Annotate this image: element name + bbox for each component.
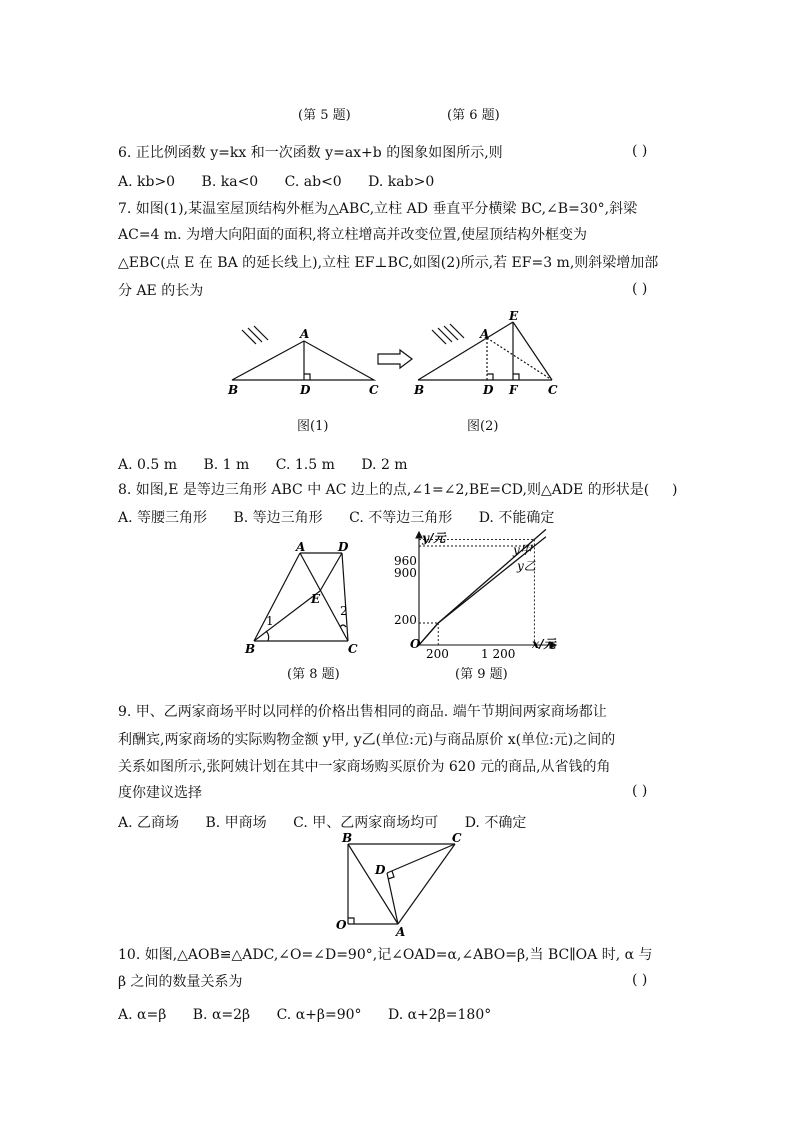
q9-option-a: A. 乙商场 <box>118 815 180 831</box>
q6-answer-paren: ( ) <box>632 143 648 159</box>
q9-y-axis-label: y/元 <box>422 531 446 545</box>
q8-option-c: C. 不等边三角形 <box>349 510 453 526</box>
q8-figure <box>242 540 372 658</box>
q7-answer-paren: ( ) <box>632 281 648 297</box>
q7-figure-2 <box>410 310 590 400</box>
q9-x-tick-1200: 1 200 <box>481 647 516 661</box>
q9-option-b: B. 甲商场 <box>205 815 267 831</box>
q9-option-d: D. 不确定 <box>464 815 527 831</box>
fig2-label-b: B <box>414 383 425 397</box>
q10-options <box>118 1005 513 1025</box>
q8-label-2: 2 <box>340 604 348 618</box>
q7-line-3: △EBC(点 E 在 BA 的延长线上),立柱 EF⊥BC,如图(2)所示,若 EF=3 m,则斜梁增加部 <box>118 255 659 271</box>
q10-answer-paren: ( ) <box>632 972 648 988</box>
q6-text: 6. 正比例函数 y=kx 和一次函数 y=ax+b 的图象如图所示,则 <box>118 145 503 161</box>
q7-line-4: 分 AE 的长为 <box>118 283 204 299</box>
q8-label-b: B <box>245 642 256 656</box>
fig1-label-c: C <box>369 383 379 397</box>
q8-option-d: D. 不能确定 <box>478 510 555 526</box>
q10-label-o: O <box>336 918 347 932</box>
q6-option-d: D. kab>0 <box>368 174 435 190</box>
caption-q9: (第 9 题) <box>455 667 508 682</box>
q8-label-e: E <box>311 592 321 606</box>
q9-origin-label: O <box>410 637 421 651</box>
fig2-label-e: E <box>509 309 519 323</box>
q10-option-d: D. α+2β=180° <box>387 1007 492 1023</box>
q7-option-b: B. 1 m <box>203 457 250 473</box>
q9-series-label-yi: y乙 <box>517 559 536 573</box>
q7-line-2: AC=4 m. 为增大向阳面的面积,将立柱增高并改变位置,使屋顶结构外框变为 <box>118 227 587 243</box>
q7-line-1: 7. 如图(1),某温室屋顶结构外框为△ABC,立柱 AD 垂直平分横梁 BC,∠B=30°,斜梁 <box>118 201 638 217</box>
caption-fig2: 图(2) <box>467 419 499 434</box>
fig1-label-d: D <box>300 383 311 397</box>
q9-y-tick-960: 960 <box>394 554 417 568</box>
fig2-label-d: D <box>483 383 494 397</box>
q10-option-a: A. α=β <box>118 1007 167 1023</box>
q10-figure <box>330 832 470 937</box>
q6-option-a: A. kb>0 <box>118 174 176 190</box>
q10-option-c: C. α+β=90° <box>276 1007 362 1023</box>
q10-label-c: C <box>452 831 462 845</box>
q7-option-d: D. 2 m <box>361 457 408 473</box>
q7-option-c: C. 1.5 m <box>275 457 335 473</box>
q8-label-1: 1 <box>266 614 274 628</box>
fig2-label-f: F <box>509 383 518 397</box>
q6-option-c: C. ab<0 <box>284 174 342 190</box>
q10-label-b: B <box>342 831 353 845</box>
q9-x-axis-label: x/元 <box>532 637 556 651</box>
q9-y-tick-900: 900 <box>394 566 417 580</box>
q8-label-a: A <box>296 540 306 554</box>
q6-option-b: B. ka<0 <box>201 174 259 190</box>
q10-option-b: B. α=2β <box>192 1007 251 1023</box>
fig1-label-a: A <box>300 327 310 341</box>
q8-label-c: C <box>348 642 358 656</box>
q8-option-a: A. 等腰三角形 <box>118 510 208 526</box>
q10-label-d: D <box>375 863 386 877</box>
q8-option-b: B. 等边三角形 <box>233 510 323 526</box>
q8-close-paren: ) <box>672 482 678 498</box>
q9-answer-paren: ( ) <box>632 783 648 799</box>
q9-chart <box>392 530 562 661</box>
caption-fig1: 图(1) <box>297 419 329 434</box>
q9-line-3: 关系如图所示,张阿姨计划在其中一家商场购买原价为 620 元的商品,从省钱的角 <box>118 759 611 775</box>
q10-line-1: 10. 如图,△AOB≌△ADC,∠O=∠D=90°,记∠OAD=α,∠ABO=β,当 BC∥OA 时, α 与 <box>118 947 653 963</box>
q9-line-4: 度你建议选择 <box>118 785 202 801</box>
q9-options <box>118 813 548 833</box>
q9-x-tick-200: 200 <box>426 647 449 661</box>
caption-q8: (第 8 题) <box>287 667 340 682</box>
q9-y-tick-200: 200 <box>394 613 417 627</box>
q8-options <box>118 508 576 528</box>
q10-label-a: A <box>396 925 406 939</box>
q10-line-2: β 之间的数量关系为 <box>118 974 243 990</box>
q9-option-c: C. 甲、乙两家商场均可 <box>293 815 439 831</box>
q8-text: 8. 如图,E 是等边三角形 ABC 中 AC 边上的点,∠1=∠2,BE=CD,则△ADE 的形状是( <box>118 482 650 498</box>
fig1-label-b: B <box>228 383 239 397</box>
fig2-label-a: A <box>480 327 490 341</box>
caption-q5: (第 5 题) <box>298 108 351 123</box>
q9-line-1: 9. 甲、乙两家商场平时以同样的价格出售相同的商品. 端午节期间两家商场都让 <box>118 704 607 720</box>
fig2-label-c: C <box>548 383 558 397</box>
q6-options <box>118 172 456 192</box>
q7-options <box>118 455 430 475</box>
q9-line-2: 利酬宾,两家商场的实际购物金额 y甲, y乙(单位:元)与商品原价 x(单位:元)之间的 <box>118 732 616 748</box>
q8-label-d: D <box>338 540 349 554</box>
caption-q6: (第 6 题) <box>447 108 500 123</box>
q9-series-label-jia: y甲 <box>513 543 532 557</box>
q7-option-a: A. 0.5 m <box>118 457 178 473</box>
